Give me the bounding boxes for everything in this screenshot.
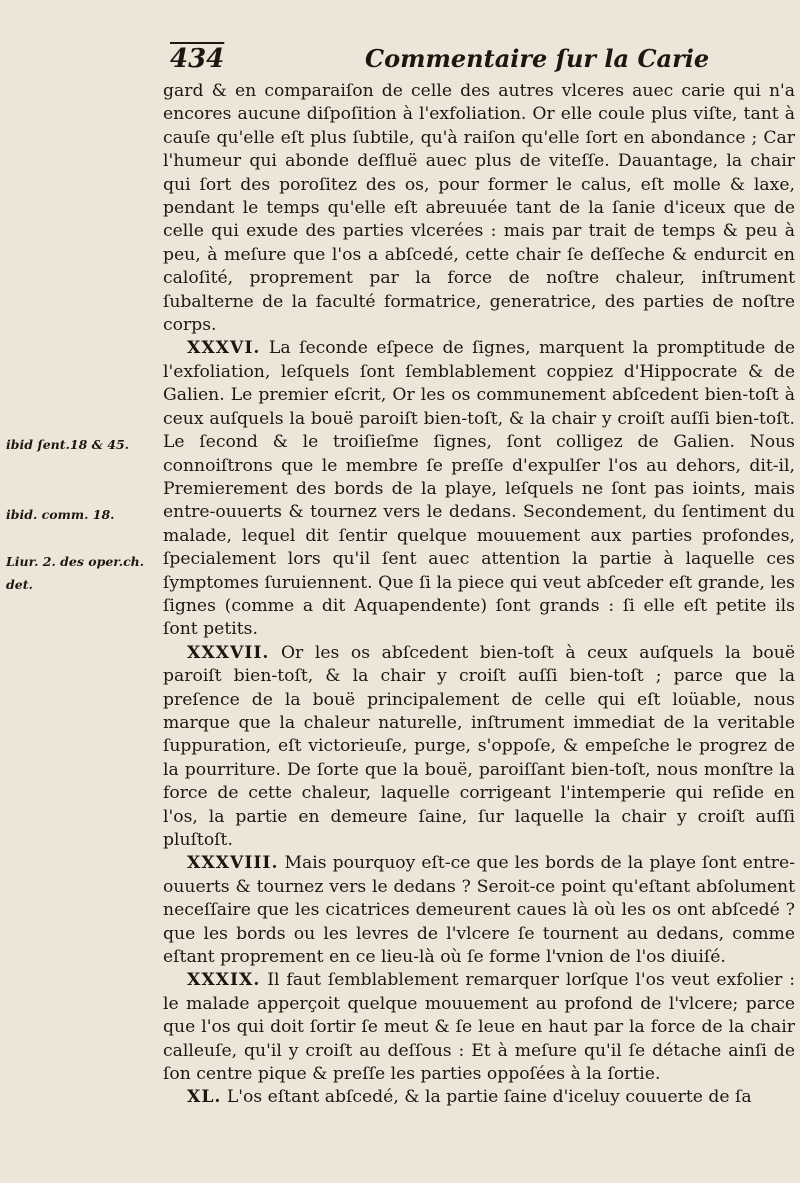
paragraph xyxy=(163,337,795,641)
paragraph-text: Il faut ſemblablement remarquer lorſque l'os veut exfolier : le malade apperçoit quelque mouuement au profond de l'vlcere; parce que l'os qui doit ſortir ſe meut & ſe leue en haut par la force de la chair calleuſe, qu'il y croiſt au deſſous : Et à meſure qu'il ſe détache ainſi de ſon centre pique & preſſe les parties oppoſées à la ſortie. xyxy=(163,970,795,1085)
paragraph-number: XXXVII. xyxy=(187,642,270,663)
running-title: Commentaire ſur la Carie xyxy=(365,44,710,73)
paragraph xyxy=(163,969,795,1086)
paragraph-number: XXXVIII. xyxy=(187,853,279,874)
margin-note: ibid ſent.18 & 45. xyxy=(6,437,130,452)
paragraph xyxy=(163,80,795,337)
page-header xyxy=(170,44,770,80)
page-number: 434 xyxy=(170,44,225,74)
paragraph-text: gard & en comparaiſon de celle des autres vlceres auec carie qui n'a encores aucune diſpoſition à l'exfoliation. Or elle coule plus viſte, tant à cauſe qu'elle eſt plus ſubtile, qu'à raiſon qu'elle ſort en abondance ; Car l'humeur qui abonde deſfluë auec plus de viteſſe. Dauantage, la chair qui ſort des poroſitez des os, pour former le calus, eſt molle & laxe, pendant le temps qu'elle eſt abreuuée tant de la ſanie d'iceux que de celle qui exude des parties vlcerées : mais par trait de temps & peu à peu, à meſure que l'os a abſcedé, cette chair ſe deſſeche & endurcit en caloſité, proprement par la force de noſtre chaleur, inſtrument ſubalterne de la faculté formatrice, generatrice, des parties de noſtre corps. xyxy=(163,81,795,336)
paragraph-text: La ſeconde eſpece de ſignes, marquent la promptitude de l'exfoliation, leſquels ſont ſemblablement coppiez d'Hippocrate & de Galien. Le premier eſcrit, Or les os communement abſcedent bien-toſt à ceux auſquels la bouë paroiſt bien-toſt, & la chair y croiſt auſſi bien-toſt. Le ſecond & le troiſieſme ſignes, ſont colligez de Galien. Nous connoiſtrons que le membre ſe preſſe d'expulſer l'os au dehors, dit-il, Premierement des bords de la playe, leſquels ne ſont pas ioints, mais entre-ouuerts & tournez vers le dedans. Secondement, du ſentiment du malade, lequel dit ſentir quelque mouuement aux parties profondes, ſpecialement lors qu'il ſent auec attention la partie à laquelle ces ſymptomes ſuruiennent. Que ſi la piece qui veut abſceder eſt grande, les ſignes (comme a dit Aquapendente) ſont grands : ſi elle eſt petite ils ſont petits. xyxy=(163,338,795,640)
body-text xyxy=(163,80,795,1110)
paragraph-number: XXXIX. xyxy=(187,970,261,991)
paragraph-text: L'os eſtant abſcedé, & la partie ſaine d'iceluy couuerte de ſa xyxy=(226,1087,752,1108)
paragraph xyxy=(163,642,795,853)
paragraph xyxy=(163,852,795,969)
paragraph xyxy=(163,1086,795,1109)
paragraph-text: Or les os abſcedent bien-toſt à ceux auſquels la bouë paroiſt bien-toſt, & la chair y croiſt auſſi bien-toſt ; parce que la preſence de la bouë principalement de celle qui eſt loüable, nous marque que la chaleur naturelle, inſtrument immediat de la veritable ſuppuration, eſt victorieuſe, purge, s'oppoſe, & empeſche le progrez de la pourriture. De ſorte que la bouë, paroiſſant bien-toſt, nous monſtre la force de cette chaleur, laquelle corrigeant l'intemperie qui reſide en l'os, la partie en demeure ſaine, ſur laquelle la chair y croiſt auſſi pluſtoſt. xyxy=(163,642,795,850)
margin-note: ibid. comm. 18. xyxy=(6,507,115,522)
paragraph-number: XXXVI. xyxy=(187,338,261,359)
paragraph-number: XL. xyxy=(187,1087,222,1108)
margin-note: Liur. 2. des oper.ch. det. xyxy=(6,554,145,593)
paragraph-text: Mais pourquoy eſt-ce que les bords de la playe ſont entre-ouuerts & tournez vers le dedans ? Seroit-ce point qu'eſtant abſolument neceſſaire que les cicatrices demeurent caues là où les os ont abſcedé ? que les bords ou les levres de l'vlcere ſe tournent au dedans, comme eſtant proprement en ce lieu-là où ſe forme l'vnion de l'os diuiſé. xyxy=(163,853,795,968)
